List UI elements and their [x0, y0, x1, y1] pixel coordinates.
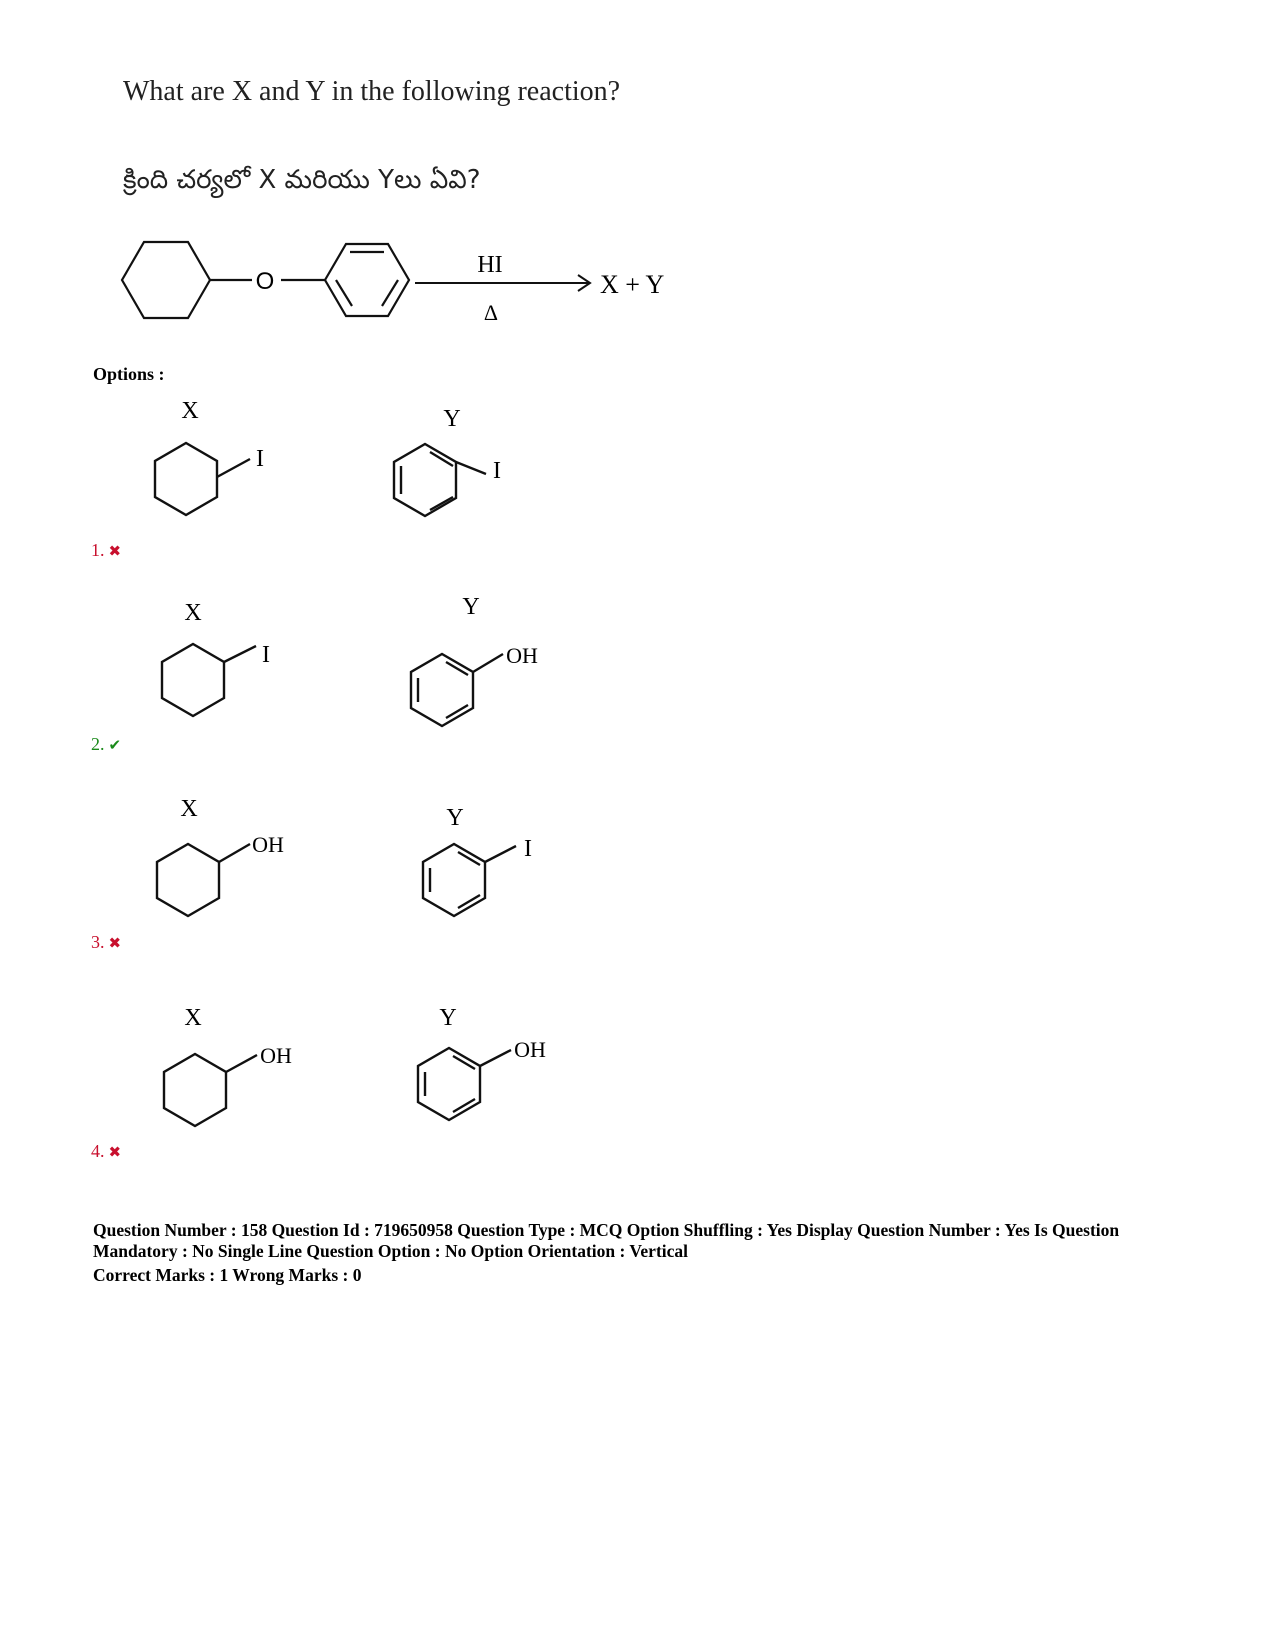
ether-oxygen-label: O	[255, 268, 275, 295]
reaction-scheme	[0, 220, 700, 330]
benzene-ring	[418, 1048, 480, 1120]
option-3-x-label: X	[180, 796, 198, 822]
option-4-y-substituent: OH	[514, 1037, 546, 1062]
condition-label: Δ	[483, 300, 499, 325]
option-1-wrong-icon: ✖	[108, 544, 122, 560]
option-3-structures	[0, 790, 620, 940]
option-1-y-substituent: I	[493, 458, 501, 484]
phenyl-ring	[325, 244, 409, 316]
option-3-x-substituent: OH	[252, 832, 284, 857]
benzene-ring	[394, 444, 456, 516]
option-1-x-label: X	[181, 398, 199, 424]
products-label: X + Y	[600, 270, 665, 299]
cyclohexane-ring	[157, 844, 219, 916]
options-heading: Options :	[93, 364, 165, 384]
option-1-number	[91, 540, 121, 561]
option-1-number-label: 1.	[91, 540, 105, 560]
option-3-y-label: Y	[446, 805, 464, 831]
benzene-ring	[423, 844, 485, 916]
option-2-structures	[0, 590, 620, 750]
option-4-x-label: X	[184, 1005, 202, 1031]
option-3-wrong-icon: ✖	[108, 936, 122, 952]
option-1-y-label: Y	[443, 406, 461, 432]
option-1-structures	[0, 390, 620, 560]
question-meta-line-1: Question Number : 158 Question Id : 719650958 Question Type : MCQ Option Shuffling : Yes Display Question Number : Yes Is Question	[93, 1220, 1120, 1240]
option-2-number-label: 2.	[91, 734, 105, 754]
cyclohexane-ring	[164, 1054, 226, 1126]
option-2-correct-icon: ✔	[108, 738, 122, 754]
cyclohexyl-ring	[122, 242, 210, 318]
question-marks-line: Correct Marks : 1 Wrong Marks : 0	[93, 1265, 362, 1285]
question-text-english: What are X and Y in the following reaction?	[123, 76, 621, 107]
option-2-x-label: X	[184, 600, 202, 626]
option-2-y-substituent: OH	[506, 643, 538, 668]
option-2-number	[91, 734, 121, 755]
option-2-y-label: Y	[462, 594, 480, 620]
cyclohexane-ring	[162, 644, 224, 716]
option-4-y-label: Y	[439, 1005, 457, 1031]
option-4-x-substituent: OH	[260, 1043, 292, 1068]
reagent-label: HI	[477, 252, 503, 278]
benzene-ring	[411, 654, 473, 726]
cyclohexane-ring	[155, 443, 217, 515]
option-3-y-substituent: I	[524, 836, 532, 862]
option-4-structures	[0, 995, 620, 1145]
option-2-x-substituent: I	[262, 642, 270, 668]
option-3-number	[91, 932, 121, 953]
option-3-number-label: 3.	[91, 932, 105, 952]
question-meta-line-2: Mandatory : No Single Line Question Option : No Option Orientation : Vertical	[93, 1241, 689, 1261]
option-1-x-substituent: I	[256, 446, 264, 472]
option-4-number-label: 4.	[91, 1141, 105, 1161]
option-4-number	[91, 1141, 121, 1162]
question-text-telugu: క్రింది చర్యలో X మరియు Yలు ఏవి?	[123, 165, 481, 195]
option-4-wrong-icon: ✖	[108, 1145, 122, 1161]
